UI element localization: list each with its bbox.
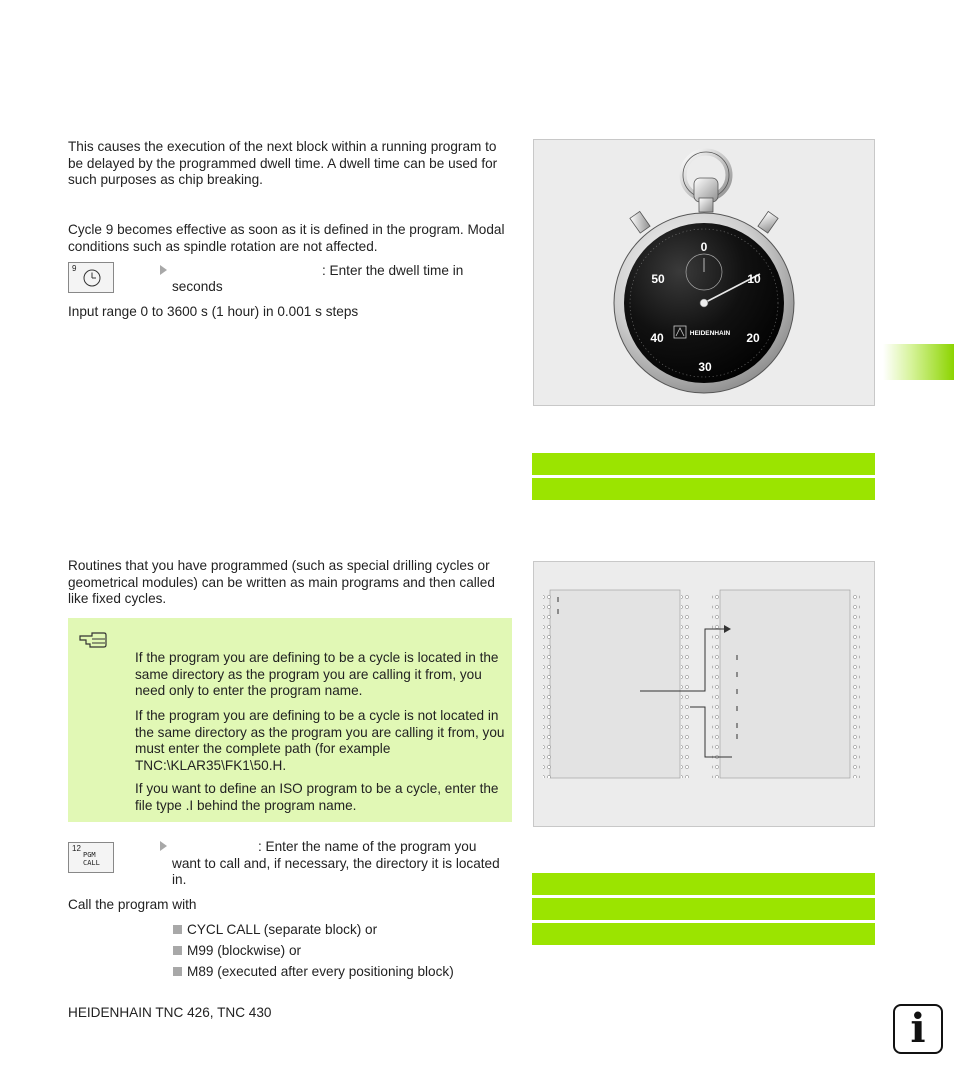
dwell-instruction: : Enter the dwell time in (322, 263, 464, 278)
bullet-item: CYCL CALL (separate block) or (173, 922, 377, 939)
clock-icon (82, 268, 102, 288)
step-arrow-icon (160, 841, 167, 851)
chapter-side-tab (883, 344, 954, 380)
bullet-icon (173, 946, 182, 955)
main-program-sheet (543, 590, 690, 778)
stopwatch-illustration (534, 140, 874, 405)
note-paragraph-3: If you want to define an ISO program to be a cycle, enter the file type .I behind the program name. (135, 781, 499, 813)
dwell-time-softkey[interactable] (68, 262, 114, 293)
softkey-number: 9 (72, 264, 77, 273)
footer-text: HEIDENHAIN TNC 426, TNC 430 (68, 1005, 272, 1020)
stopwatch-brand: HEIDENHAIN (689, 330, 731, 337)
heading-bar-4 (532, 898, 875, 920)
program-call-illustration (534, 562, 874, 826)
bullet-item: M89 (executed after every positioning block) (173, 964, 454, 981)
dial-label-0: 0 (700, 240, 708, 254)
program-call-figure (533, 561, 875, 827)
input-range-text: Input range 0 to 3600 s (1 hour) in 0.001 s steps (68, 304, 359, 319)
heading-bar-1 (532, 453, 875, 475)
dwell-instruction-cont: seconds (172, 279, 223, 294)
stopwatch-figure (533, 139, 875, 406)
info-glyph: i (910, 1005, 926, 1052)
stopwatch-left-button (630, 211, 650, 233)
info-icon[interactable] (893, 1004, 943, 1054)
dial-label-50: 50 (651, 272, 665, 286)
step-arrow-icon (160, 265, 167, 275)
heading-bar-5 (532, 923, 875, 945)
bullet-icon (173, 967, 182, 976)
dial-label-10: 10 (747, 272, 761, 286)
pgm-call-instruction: : Enter the name of the program you want to call and, if necessary, the directory it is located in. (172, 839, 500, 887)
bullet-icon (173, 925, 182, 934)
softkey-number: 12 (72, 844, 81, 853)
softkey-label-1: PGM (83, 851, 96, 859)
note-box (68, 618, 512, 822)
pgm-call-softkey[interactable] (68, 842, 114, 873)
program-call-description: Routines that you have programmed (such as special drilling cycles or geometrical modules) can be written as main programs and then called like fixed cycles. (68, 558, 495, 606)
pointing-hand-icon (78, 630, 108, 650)
dwell-description: This causes the execution of the next block within a running program to be delayed by the programmed dwell time. A dwell time can be used for such purposes as chip breaking. (68, 139, 498, 187)
dial-label-40: 40 (650, 331, 664, 345)
heading-bar-3 (532, 873, 875, 895)
call-with-text: Call the program with (68, 897, 197, 912)
dwell-effect-text: Cycle 9 becomes effective as soon as it is defined in the program. Modal conditions such as spindle rotation are not affected. (68, 222, 505, 254)
cycle-program-sheet (712, 590, 860, 778)
heading-bar-2 (532, 478, 875, 500)
dial-label-30: 30 (698, 360, 712, 374)
bullet-item: M99 (blockwise) or (173, 943, 301, 960)
dial-label-20: 20 (746, 331, 760, 345)
softkey-label-2: CALL (83, 859, 100, 867)
note-paragraph-2: If the program you are defining to be a cycle is not located in the same directory as the program you are calling it from, you must enter the complete path (for example TNC:\KLAR35\FK1\50.H. (135, 708, 505, 773)
note-paragraph-1: If the program you are defining to be a cycle is located in the same directory as the program you are calling it from, you need only to enter the program name. (135, 650, 499, 698)
stopwatch-right-button (758, 211, 778, 233)
